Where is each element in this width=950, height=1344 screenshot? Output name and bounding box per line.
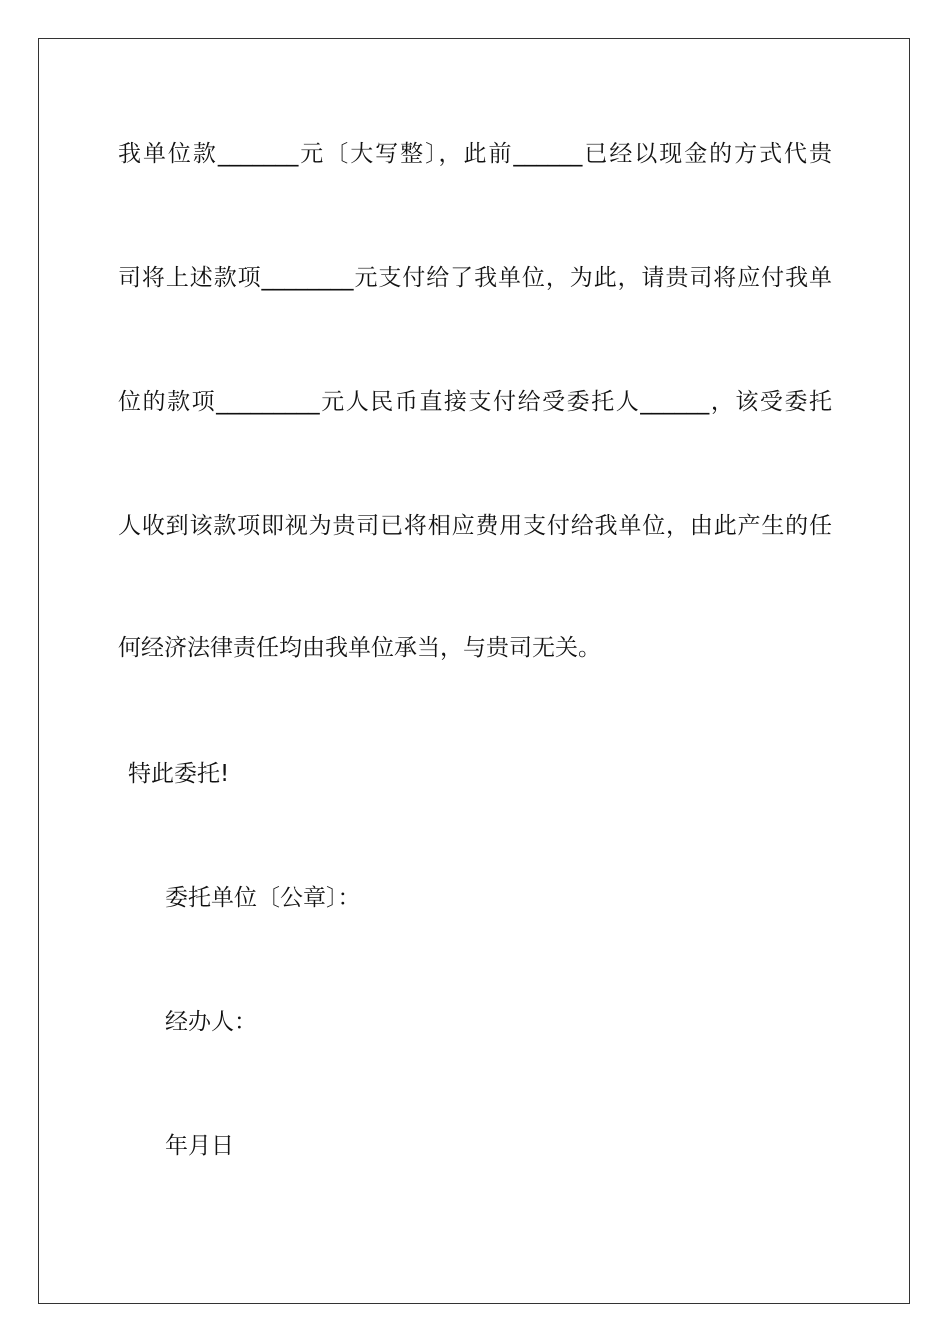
body-paragraph-line-4: 人收到该款项即视为贵司已将相应费用支付给我单位，由此产生的任 [118, 513, 832, 539]
date-label: 年月日 [165, 1133, 234, 1159]
page-frame [38, 38, 910, 1304]
body-paragraph-line-1: 我单位款_______元〔大写整〕，此前______已经以现金的方式代贵 [118, 141, 832, 167]
closing-statement: 特此委托! [128, 761, 230, 787]
body-paragraph-line-3: 位的款项_________元人民币直接支付给受委托人______，该受委托 [118, 389, 832, 415]
body-paragraph-line-2: 司将上述款项________元支付给了我单位，为此，请贵司将应付我单 [118, 265, 832, 291]
entrusting-unit-seal-label: 委托单位〔公章〕： [165, 885, 361, 911]
body-paragraph-line-5: 何经济法律责任均由我单位承当，与贵司无关。 [118, 635, 601, 661]
handler-label: 经办人： [165, 1009, 257, 1035]
